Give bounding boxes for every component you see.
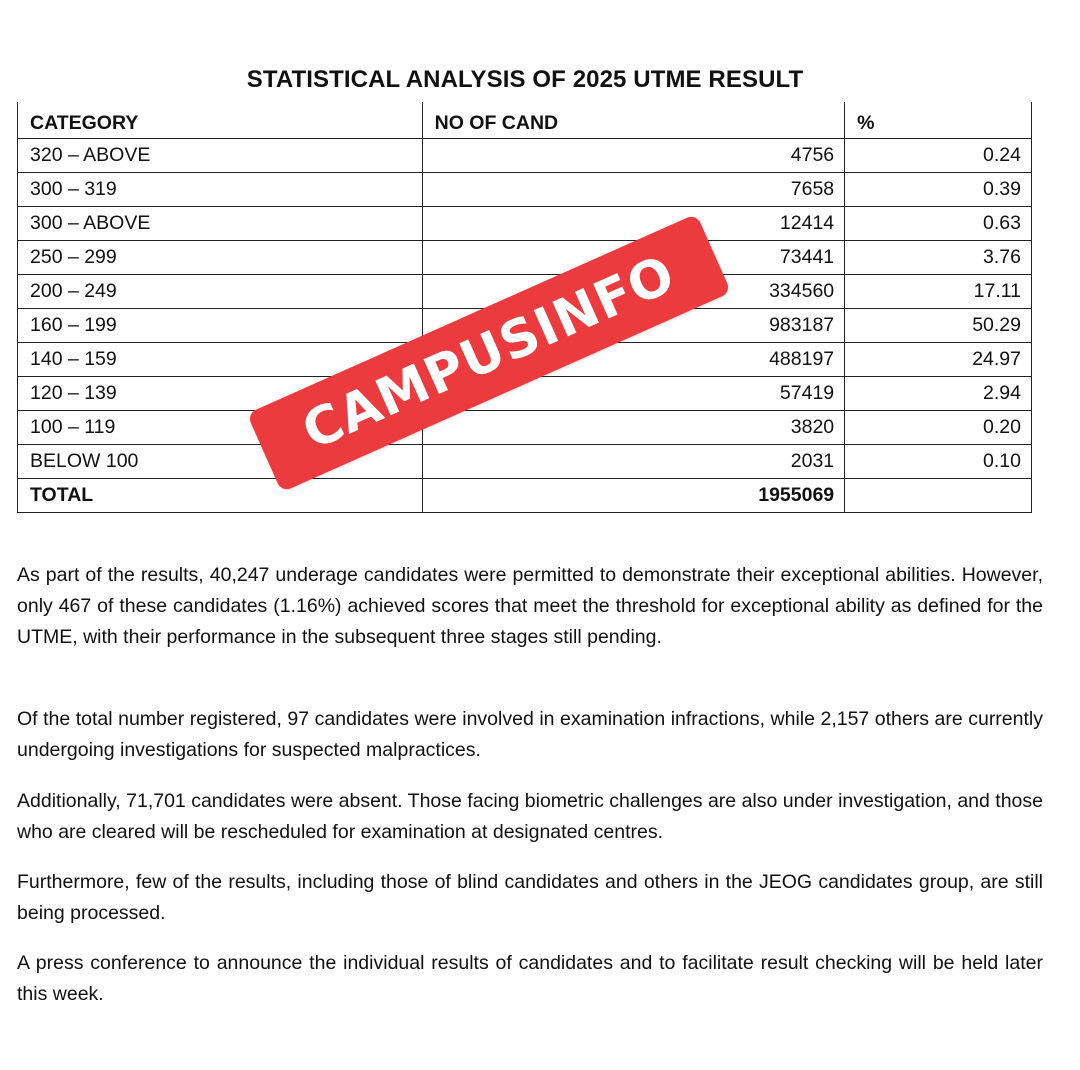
count-cell: 7658 [422,173,845,207]
count-cell: 73441 [422,241,845,275]
paragraph-absent: Additionally, 71,701 candidates were absent. Those facing biometric challenges are also under investigation, and those who are cleared will be rescheduled for examination at designated centres. [17,790,1043,843]
percent-cell: 0.39 [845,173,1032,207]
table-row [18,173,1032,207]
count-cell: 2031 [422,445,845,479]
paragraph-infractions: Of the total number registered, 97 candidates were involved in examination infractions, while 2,157 others are currently undergoing investigations for suspected malpractices. [17,708,1043,761]
header-category: CATEGORY [18,102,423,139]
category-cell: 320 – ABOVE [18,139,423,173]
table-header-row [18,102,1032,139]
table-row [18,207,1032,241]
watermark-text: CAMPUSINFO [293,244,685,462]
percent-cell: 0.20 [845,411,1032,445]
header-count: NO OF CAND [422,102,845,139]
table-row [18,411,1032,445]
percent-cell: 0.10 [845,445,1032,479]
count-cell: 983187 [422,309,845,343]
count-cell: 3820 [422,411,845,445]
category-cell: 200 – 249 [18,275,423,309]
table-row [18,445,1032,479]
table-row [18,139,1032,173]
percent-cell: 3.76 [845,241,1032,275]
total-count: 1955069 [422,479,845,513]
percent-cell: 24.97 [845,343,1032,377]
paragraph-processing: Furthermore, few of the results, including those of blind candidates and others in the JEOG candidates group, are still being processed. [17,871,1043,924]
category-cell: 160 – 199 [18,309,423,343]
document-title: STATISTICAL ANALYSIS OF 2025 UTME RESULT [246,66,804,93]
category-cell: 140 – 159 [18,343,423,377]
percent-cell: 0.63 [845,207,1032,241]
total-percent [845,479,1032,513]
percent-cell: 17.11 [845,275,1032,309]
percent-cell: 2.94 [845,377,1032,411]
category-cell: 300 – 319 [18,173,423,207]
total-label: TOTAL [18,479,423,513]
paragraph-underage: As part of the results, 40,247 underage candidates were permitted to demonstrate their exceptional abilities. However, only 467 of these candidates (1.16%) achieved scores that meet the threshold for exceptional ability as defined for the UTME, with their performance in the subsequent three stages still pending. [17,564,1043,648]
percent-cell: 50.29 [845,309,1032,343]
total-row [18,479,1032,513]
category-cell: 300 – ABOVE [18,207,423,241]
paragraph-press-conference: A press conference to announce the individual results of candidates and to facilitate result checking will be held later this week. [17,952,1043,1005]
category-cell: 250 – 299 [18,241,423,275]
percent-cell: 0.24 [845,139,1032,173]
count-cell: 57419 [422,377,845,411]
category-cell: 100 – 119 [18,411,423,445]
category-cell: BELOW 100 [18,445,423,479]
count-cell: 488197 [422,343,845,377]
header-percent: % [845,102,1032,139]
count-cell: 334560 [422,275,845,309]
category-cell: 120 – 139 [18,377,423,411]
table-row [18,241,1032,275]
count-cell: 4756 [422,139,845,173]
count-cell: 12414 [422,207,845,241]
